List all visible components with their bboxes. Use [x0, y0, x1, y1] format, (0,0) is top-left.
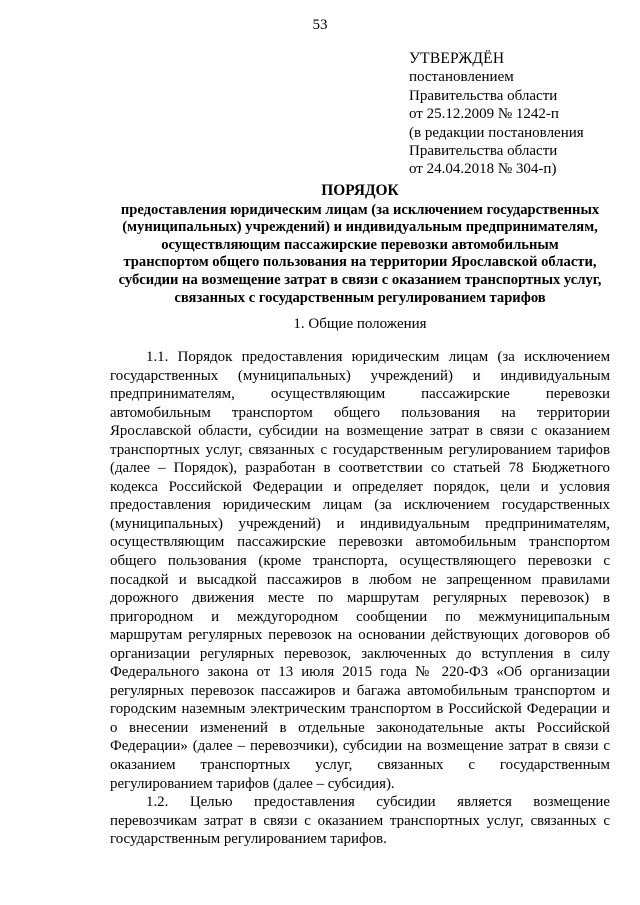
document-subtitle-line: субсидии на возмещение затрат в связи с оказанием транспортных услуг, [118, 271, 602, 288]
document-title: ПОРЯДОК [321, 182, 399, 199]
text-line: посадкой и высадкой пассажиров в любом не запрещенном правилами [110, 571, 610, 588]
text-line: регулярных перевозок пассажиров и багажа автомобильным транспортом и [110, 682, 610, 699]
text-line: 1.1. Порядок предоставления юридическим лицам (за исключением [146, 349, 610, 365]
approval-line: от 24.04.2018 № 304-п) [409, 161, 557, 178]
text-line: государственных (муниципальных) учреждений) и индивидуальным [110, 367, 610, 384]
document-subtitle-line: (муниципальных) учреждений) и индивидуальным предпринимателям, [122, 219, 598, 236]
text-line: перевозчикам затрат в связи с оказанием транспортных услуг, связанных с [110, 812, 610, 829]
text-line: дорожного движения месте по маршрутам регулярных перевозок) в [110, 590, 610, 607]
document-subtitle-line: предоставления юридическим лицам (за исключением государственных [120, 201, 600, 218]
approval-line: Правительства области [409, 143, 558, 160]
page-number: 53 [312, 17, 328, 33]
text-line: предоставления юридическим лицам (за исключением государственных [110, 497, 610, 514]
text-line: общего пользования (кроме транспорта, осуществляющего перевозки с [110, 553, 610, 570]
text-line: предпринимателям, осуществляющим пассажирские перевозки [110, 386, 610, 403]
paragraph-1-2 [110, 793, 610, 849]
document-subtitle-line: транспортом общего пользования на территории Ярославской области, [123, 254, 597, 271]
approval-line: от 25.12.2009 № 1242-п [409, 106, 559, 123]
text-line: Федерации» (далее – перевозчики), субсидии на возмещение затрат в связи с [110, 738, 610, 755]
text-line: 1.2. Целью предоставления субсидии является возмещение [146, 794, 610, 811]
text-line: оказанием транспортных услуг, связанных с государственным [110, 757, 610, 774]
approval-line: (в редакции постановления [409, 124, 584, 141]
text-line: организации регулярных перевозок, заключенных до вступления в силу [110, 645, 610, 662]
text-line: автомобильным транспортом общего пользования на территории [110, 404, 610, 421]
text-line: транспортных услуг, связанных с государственным регулированием тарифов [110, 441, 610, 458]
text-line: маршрутам регулярных перевозок на основании действующих договоров об [110, 627, 610, 644]
text-line: (муниципальных) учреждений) и индивидуальным предпринимателям, [110, 515, 610, 532]
text-line: (далее – Порядок), разработан в соответствии со статьей 78 Бюджетного [110, 460, 610, 477]
text-line: регулированием тарифов (далее – субсидия). [110, 775, 395, 792]
text-line: кодекса Российской Федерации и определяет порядок, цели и условия [110, 478, 610, 495]
text-line: городским наземным электрическим транспортом в Российской Федерации и [110, 701, 610, 718]
text-line: Федерального закона от 13 июля 2015 года № 220-ФЗ «Об организации [110, 664, 610, 681]
document-subtitle-line: связанных с государственным регулированием тарифов [174, 289, 546, 306]
document-heading [100, 182, 620, 307]
document-subtitle-line: осуществляющим пассажирские перевозки автомобильным [161, 236, 559, 253]
text-line: государственным регулированием тарифов. [110, 831, 387, 848]
approval-stamp [409, 50, 629, 179]
approval-title: УТВЕРЖДЁН [409, 50, 505, 67]
section-title: 1. Общие положения [293, 316, 427, 332]
approval-line: Правительства области [409, 87, 558, 104]
text-line: о внесении изменений в отдельные законодательные акты Российской [110, 719, 610, 736]
body-text [110, 348, 610, 849]
text-line: осуществляющим пассажирские перевозки автомобильным транспортом [110, 534, 610, 551]
text-line: пригородном и междугородном сообщении по межмуниципальным [110, 608, 610, 625]
approval-line: постановлением [409, 69, 514, 86]
text-line: Ярославской области, субсидии на возмещение затрат в связи с оказанием [110, 423, 610, 440]
paragraph-1-1 [110, 348, 610, 793]
